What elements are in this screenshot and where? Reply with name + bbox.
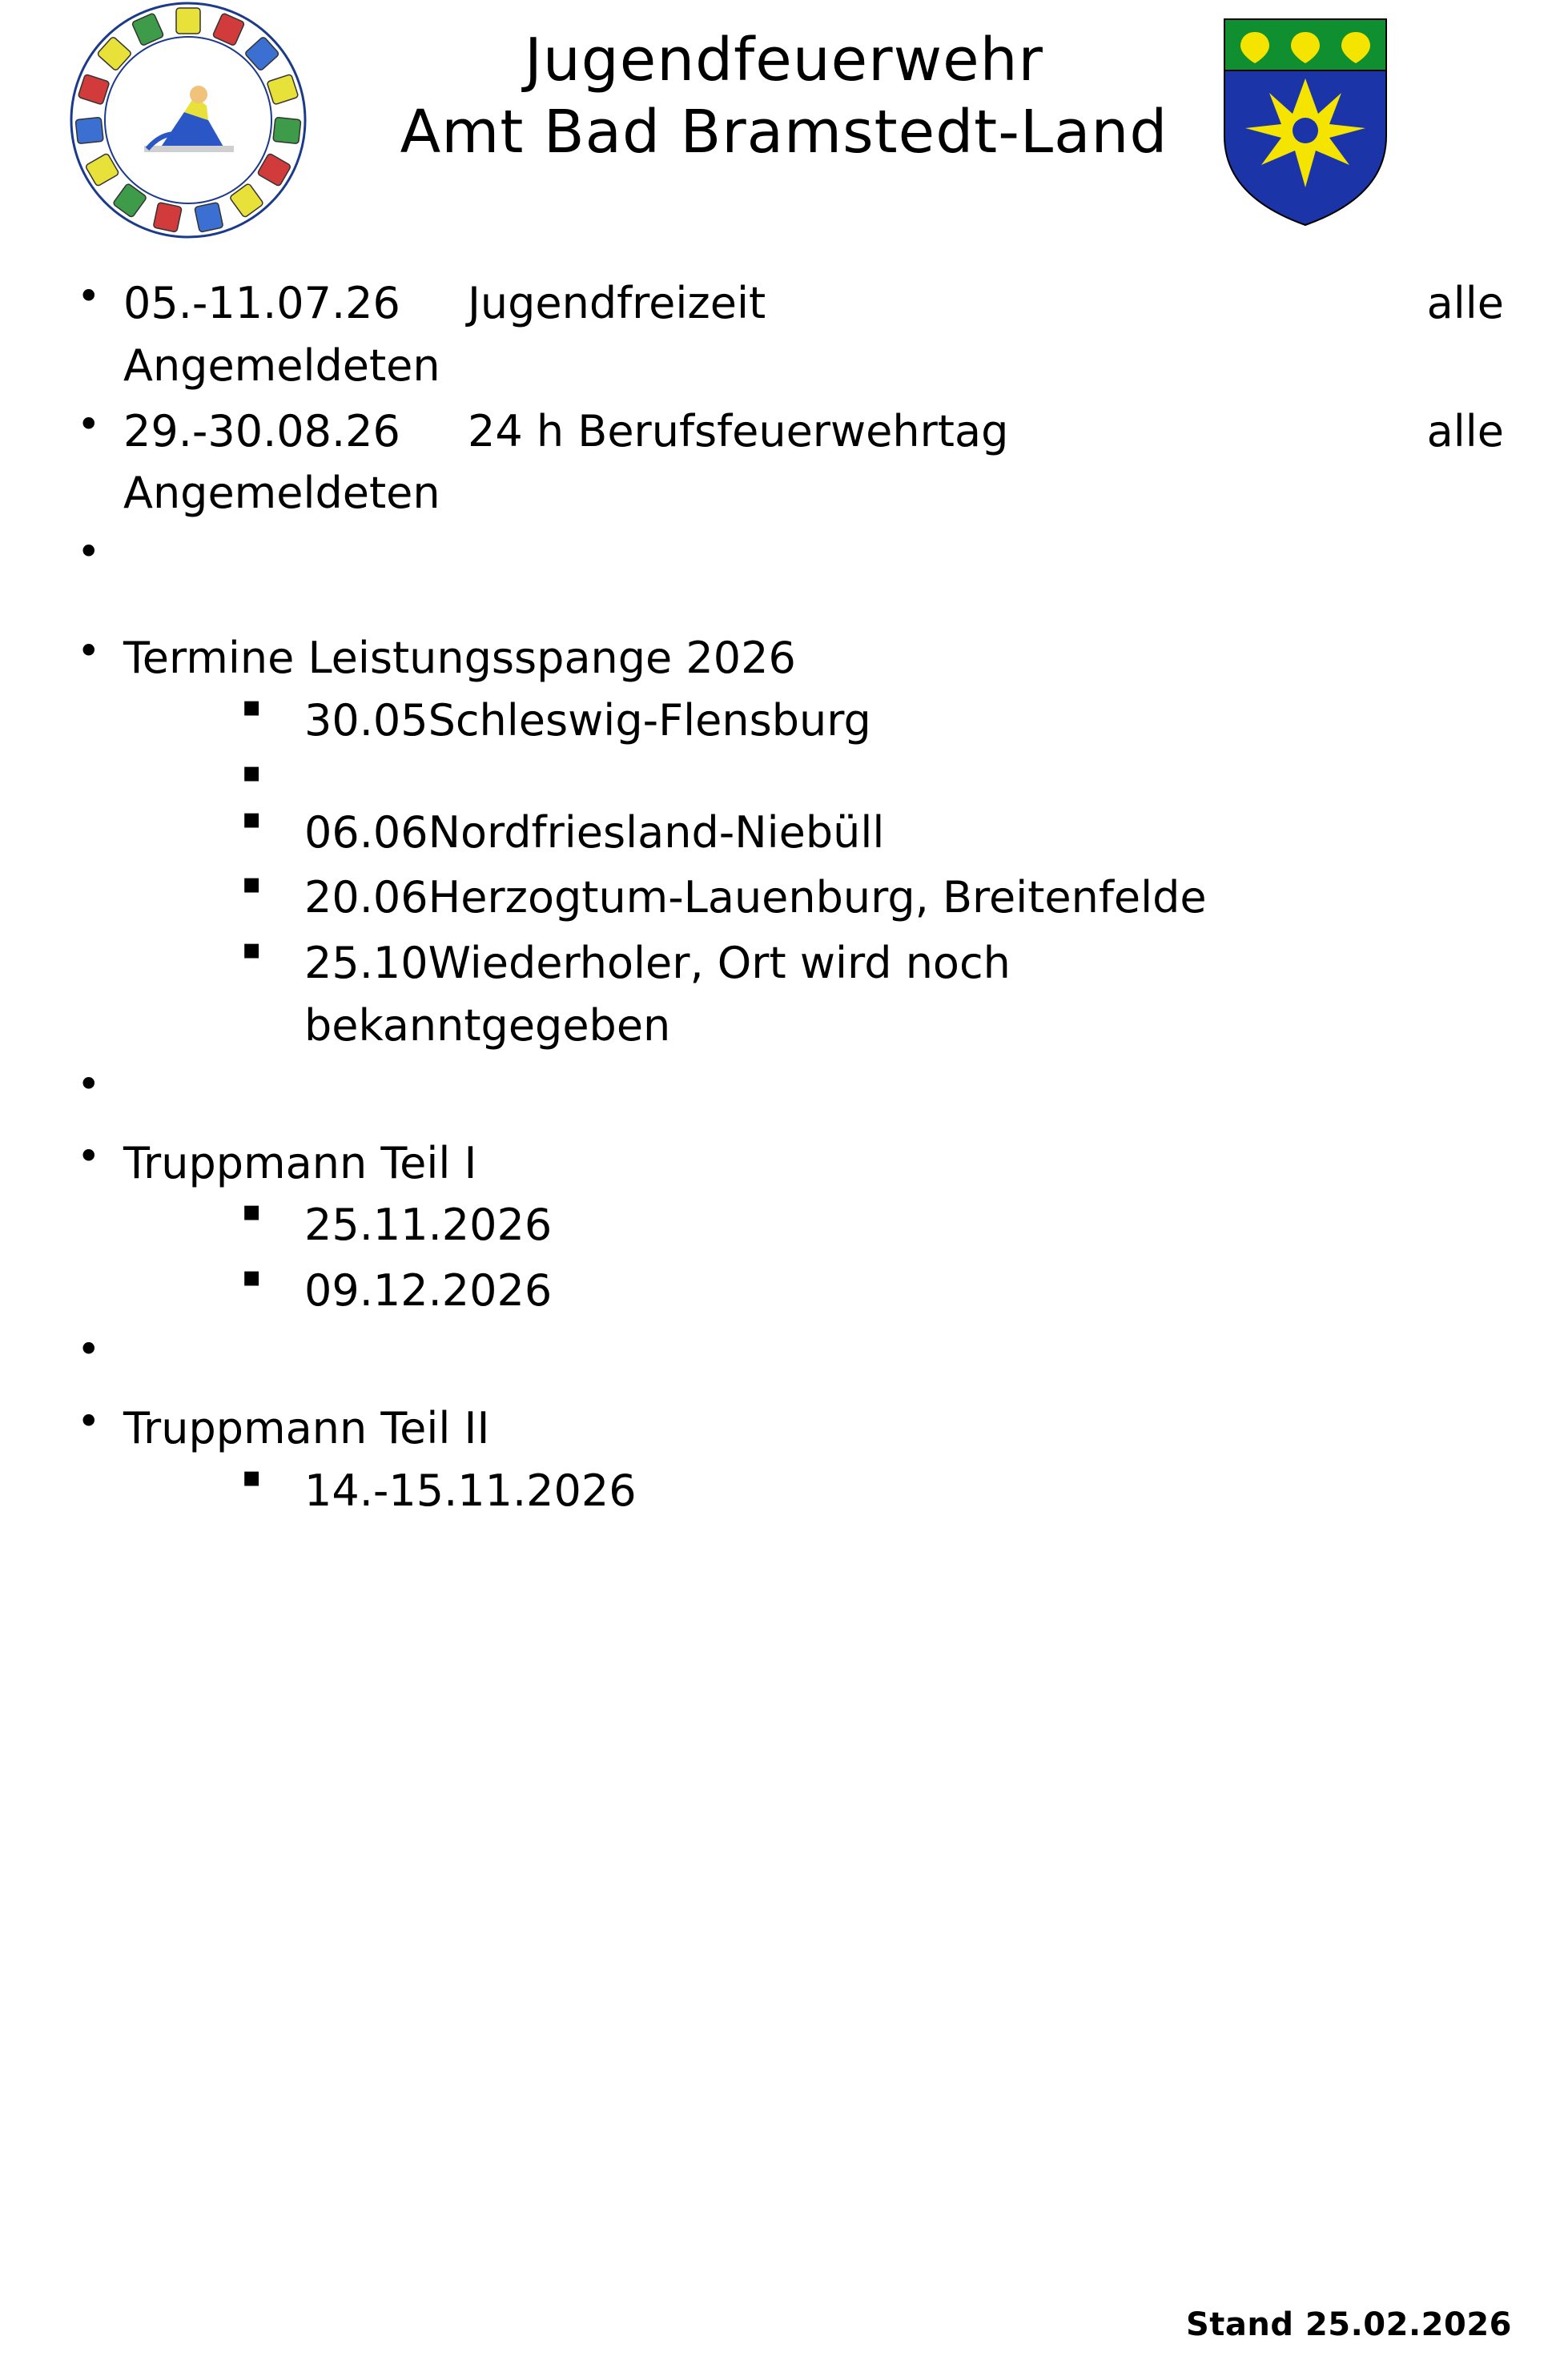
spacer <box>56 1325 1512 1394</box>
list-item <box>304 866 1512 929</box>
event-participants: alle <box>1426 405 1504 456</box>
spacer <box>56 1060 1512 1129</box>
event-date: 29.-30.08.26 <box>123 405 400 456</box>
section-leistungsspange <box>56 627 1512 1057</box>
status-text: Stand 25.02.2026 <box>1185 2306 1512 2343</box>
list-item <box>304 689 1512 752</box>
truppmann1-list <box>123 1194 1512 1322</box>
list-item <box>304 1460 1512 1522</box>
truppmann2-list <box>123 1460 1512 1522</box>
entry-date: 14.-15.11.2026 <box>304 1465 637 1516</box>
entry-place: Schleswig-Flensburg <box>428 694 871 746</box>
main-list <box>56 272 1512 1522</box>
event-row <box>123 272 1512 335</box>
entry-place: Wiederholer, Ort wird noch <box>428 938 1011 988</box>
section-heading: • Termine Leistungsspange 2026 <box>123 633 796 683</box>
list-item <box>304 802 1512 864</box>
event-description: 24 h Berufsfeuerwehrtag <box>468 405 1009 456</box>
list-item <box>304 932 1512 1057</box>
leistungsspange-list <box>123 689 1512 1057</box>
amt-bad-bramstedt-land-coat-of-arms <box>1221 16 1389 228</box>
entry-place-wrap: bekanntgegeben <box>304 999 671 1051</box>
event-date: 05.-11.07.26 <box>123 278 400 328</box>
entry-date: 06.06 <box>304 806 428 858</box>
spacer <box>56 528 1512 624</box>
title-line-2: Amt Bad Bramstedt-Land <box>400 98 1168 167</box>
entry-date: 25.11.2026 <box>304 1200 553 1251</box>
document-header <box>56 0 1512 256</box>
title-line-1: Jugendfeuerwehr <box>525 26 1043 94</box>
list-item <box>304 1260 1512 1322</box>
entry-place: Herzogtum-Lauenburg, Breitenfelde <box>428 872 1207 923</box>
section-heading: • Truppmann Teil II <box>123 1402 490 1453</box>
entry-place: Nordfriesland-Niebüll <box>428 806 885 858</box>
list-item <box>56 272 1512 397</box>
entry-date: 30.05 <box>304 694 428 746</box>
section-truppmann-teil-1 <box>56 1132 1512 1322</box>
event-row <box>123 400 1512 463</box>
entry-date: 20.06 <box>304 872 428 923</box>
document-content <box>56 272 1512 1522</box>
section-heading: • Truppmann Teil I <box>123 1137 477 1188</box>
list-item <box>56 400 1512 525</box>
event-participants-wrap: Angemeldeten <box>123 340 440 391</box>
list-item <box>304 1194 1512 1256</box>
section-truppmann-teil-2 <box>56 1397 1512 1522</box>
entry-date: 25.10 <box>304 938 428 988</box>
entry-date: 09.12.2026 <box>304 1265 553 1316</box>
event-participants: alle <box>1426 278 1504 328</box>
event-participants-wrap: Angemeldeten <box>123 468 440 519</box>
spacer <box>304 755 1512 798</box>
event-description: Jugendfreizeit <box>468 278 766 328</box>
